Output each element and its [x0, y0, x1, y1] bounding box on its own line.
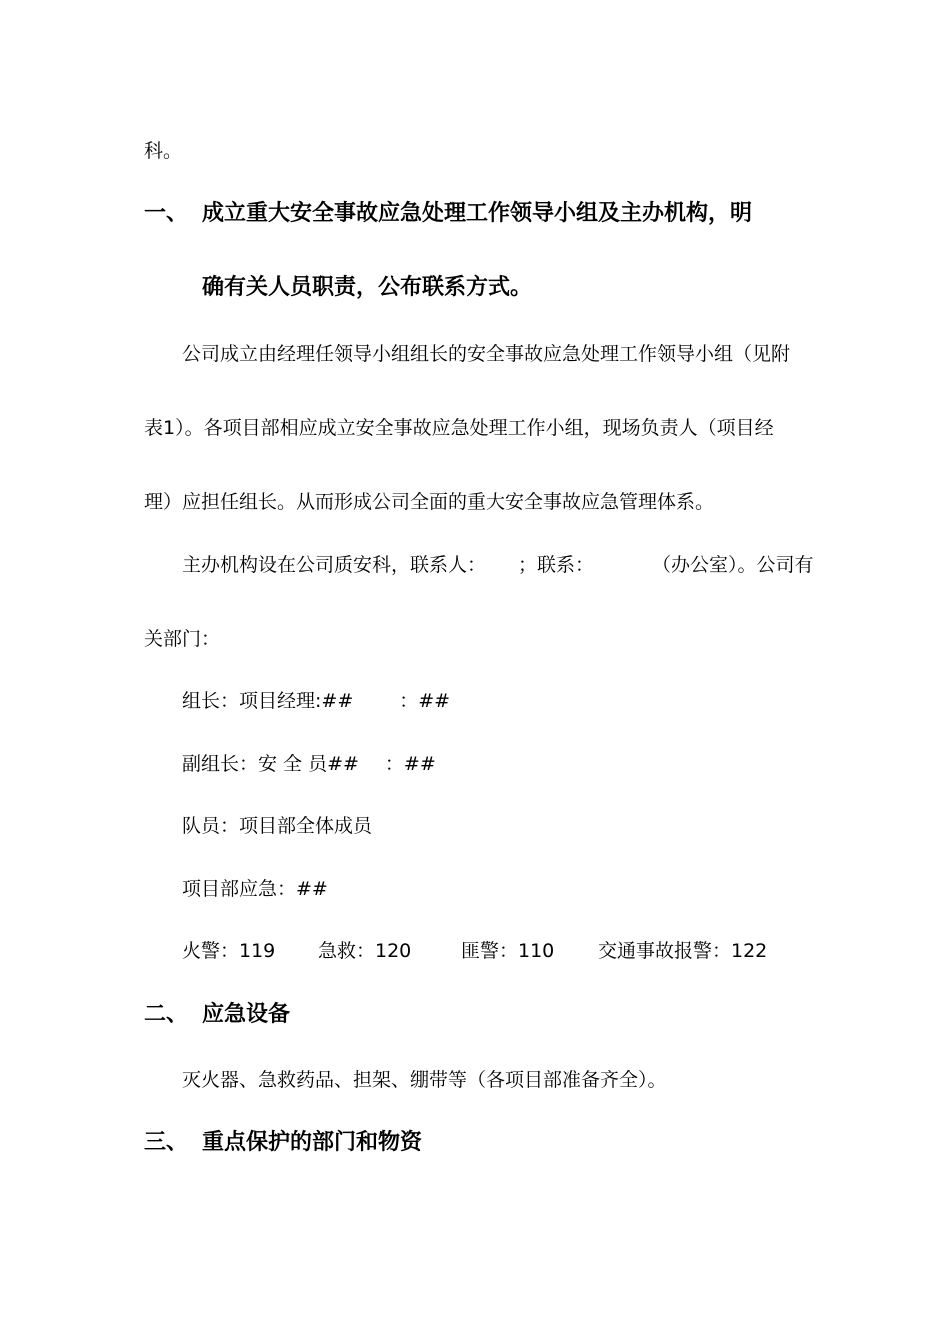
section-3-title: 重点保护的部门和物资	[202, 1130, 423, 1155]
hotline-police: 匪警：110	[461, 940, 555, 962]
team-deputy-label: 副组长：安 全 员##	[182, 753, 359, 775]
section-2-number: 二、	[144, 1002, 189, 1027]
team-leader	[182, 689, 450, 713]
para1-line3: 理）应担任组长。从而形成公司全面的重大安全事故应急管理体系。	[144, 491, 715, 513]
para2-line1	[182, 553, 814, 577]
para2-office: （办公室）。公司有	[652, 554, 814, 576]
section-1-title-line1: 成立重大安全事故应急处理工作领导小组及主办机构，明	[202, 201, 753, 226]
section-1-heading	[144, 200, 752, 228]
hotline-ambulance: 急救：120	[318, 940, 412, 962]
section-3-number: 三、	[144, 1130, 189, 1155]
team-leader-label: 组长：项目经理:##	[182, 690, 354, 712]
team-deputy-phone: ：##	[384, 753, 436, 775]
team-emergency: 项目部应急：##	[182, 878, 328, 900]
section-2-heading	[144, 1001, 290, 1029]
intro-fragment: 科。	[144, 140, 183, 162]
para1-line2: 表1）。各项目部相应成立安全事故应急处理工作小组，现场负责人（项目经	[144, 417, 774, 439]
hotline-fire: 火警：119	[182, 940, 276, 962]
section-2-title: 应急设备	[202, 1002, 291, 1027]
section-1-title-line2: 确有关人员职责，公布联系方式。	[202, 275, 533, 300]
equipment-text: 灭火器、急救药品、担架、绷带等（各项目部准备齐全）。	[182, 1069, 667, 1091]
para1-line1: 公司成立由经理任领导小组组长的安全事故应急处理工作领导小组（见附	[182, 343, 791, 365]
para2-line2: 关部门：	[144, 628, 221, 650]
para2-contact-label: 主办机构设在公司质安科，联系人：	[182, 554, 487, 576]
team-members: 队员：项目部全体成员	[182, 815, 373, 837]
team-deputy	[182, 752, 436, 776]
section-3-heading	[144, 1129, 422, 1157]
section-1-number: 一、	[144, 201, 189, 226]
team-leader-phone: ：##	[399, 690, 451, 712]
hotline-traffic: 交通事故报警：122	[598, 940, 768, 962]
para2-phone-label: ；联系：	[518, 554, 595, 576]
